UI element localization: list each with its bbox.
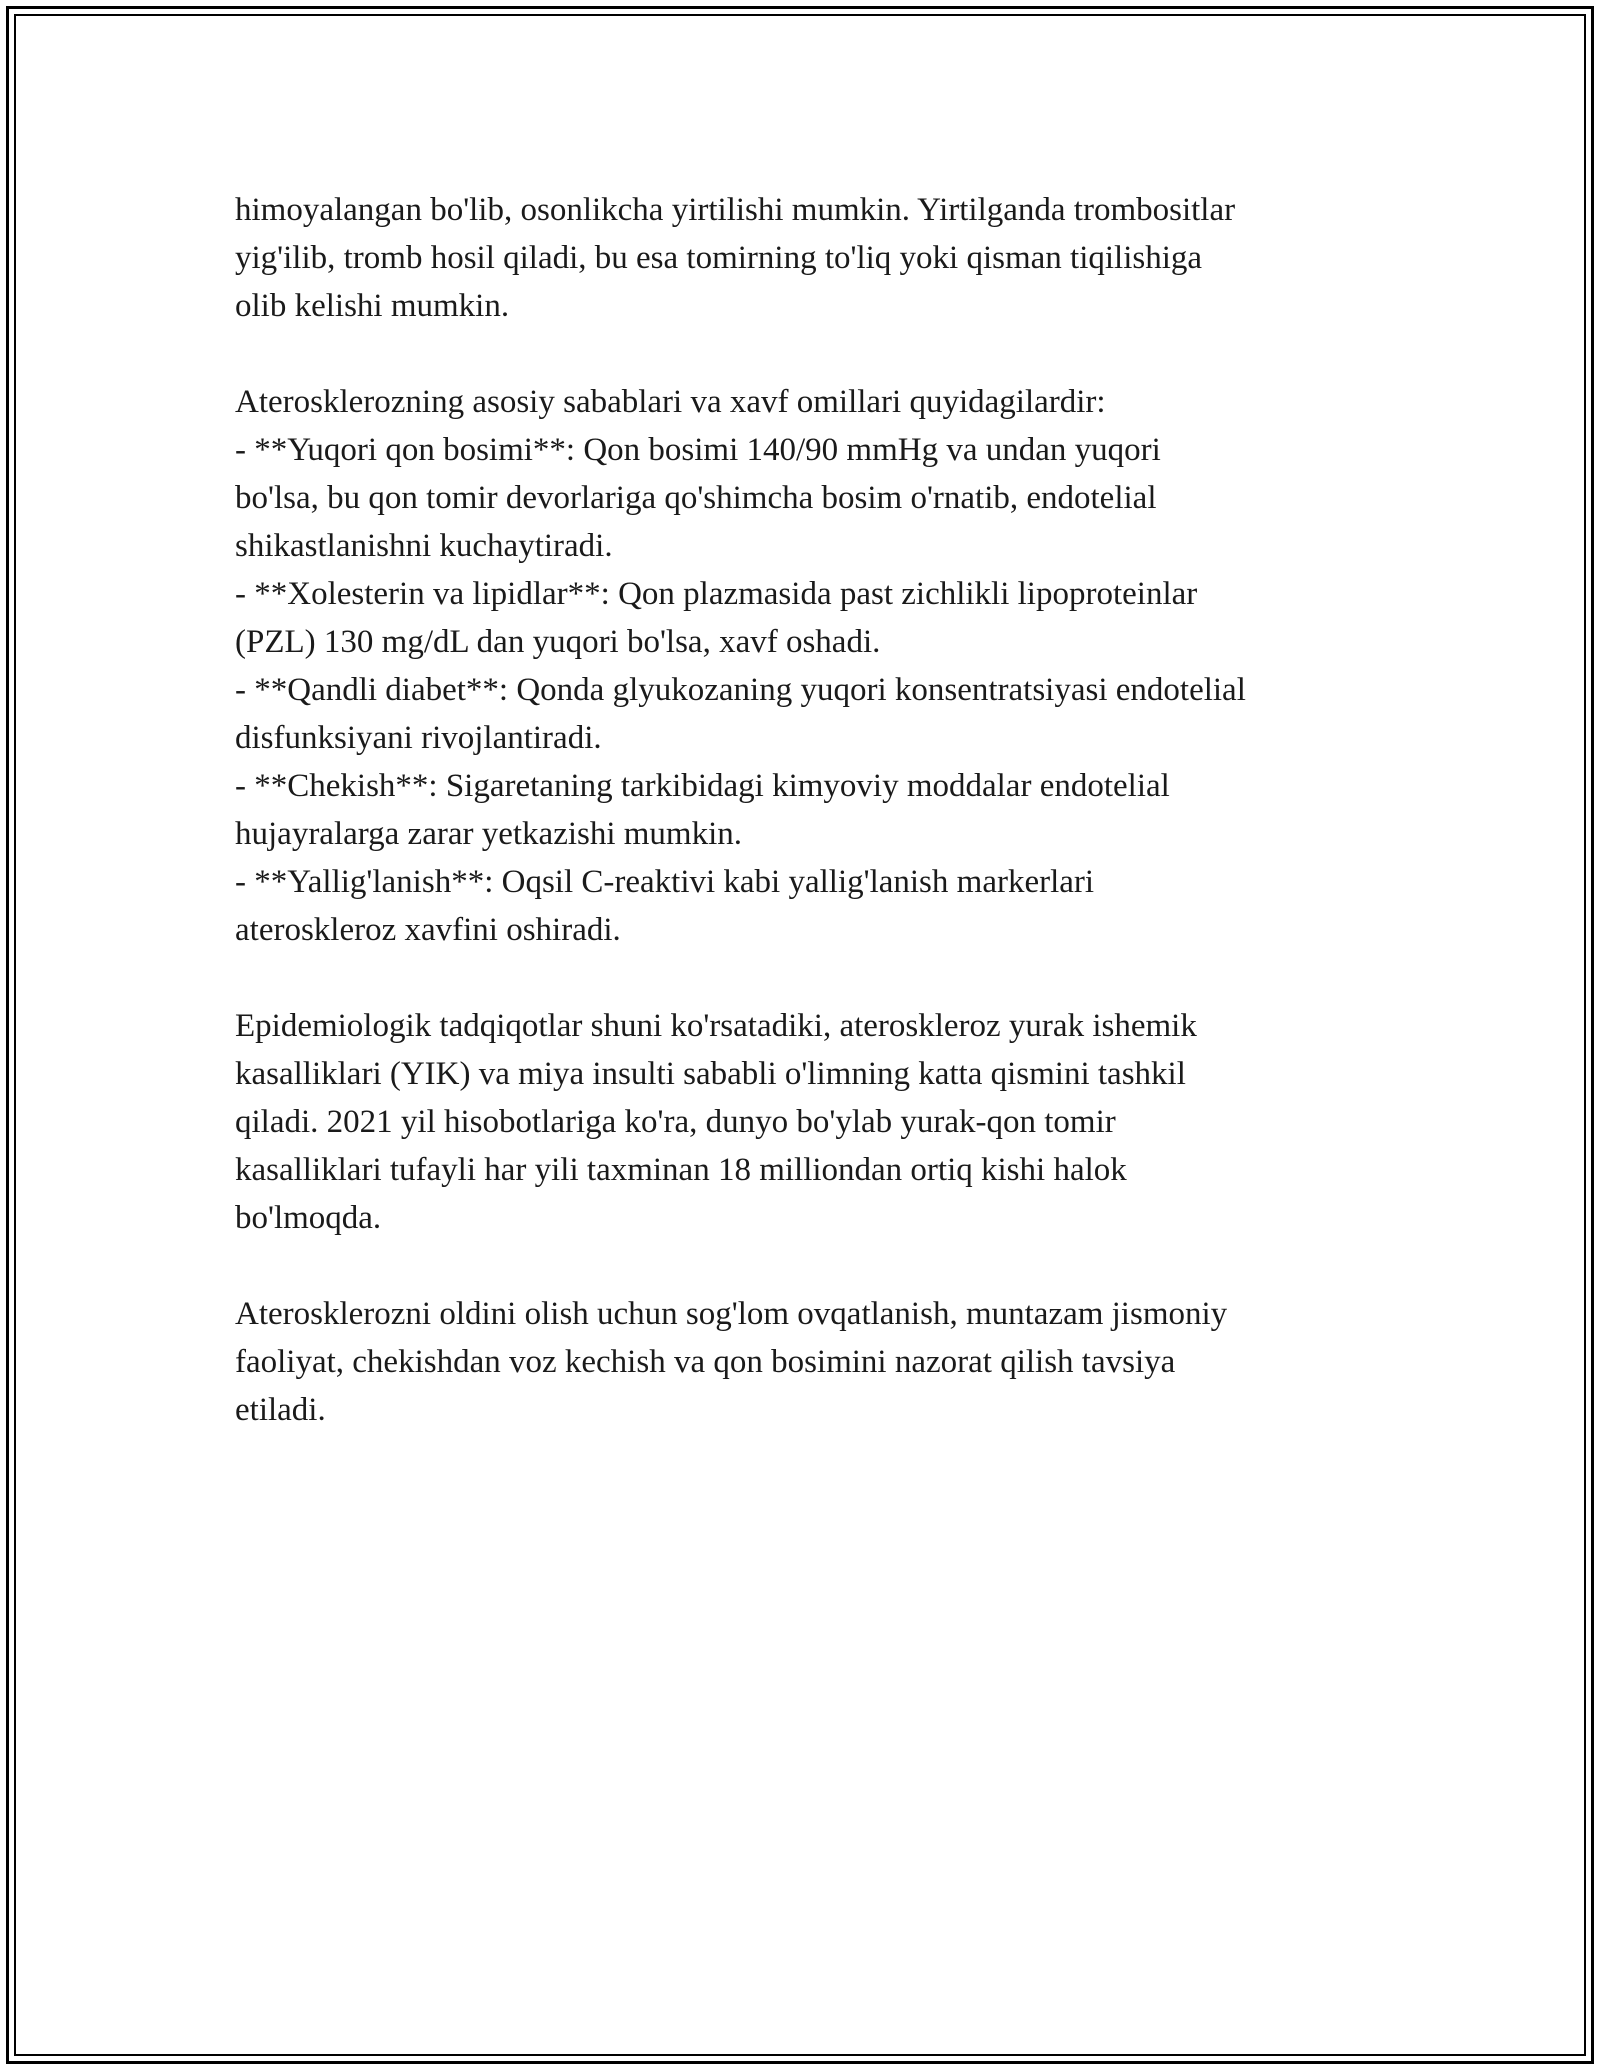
text-line: shikastlanishni kuchaytiradi. — [235, 528, 613, 564]
list-item-smoking: - **Chekish**: Sigaretaning tarkibidagi kimyoviy moddalar endotelial — [235, 768, 1170, 804]
text-line: hujayralarga zarar yetkazishi mumkin. — [235, 816, 743, 852]
text-line: ateroskleroz xavfini oshiradi. — [235, 912, 621, 948]
text-line: (PZL) 130 mg/dL dan yuqori bo'lsa, xavf oshadi. — [235, 624, 881, 660]
list-item-high-blood-pressure: - **Yuqori qon bosimi**: Qon bosimi 140/90 mmHg va undan yuqori — [235, 432, 1161, 468]
list-item-diabetes: - **Qandli diabet**: Qonda glyukozaning yuqori konsentratsiyasi endotelial — [235, 672, 1246, 708]
text-line: olib kelishi mumkin. — [235, 288, 510, 324]
text-line: etiladi. — [235, 1392, 326, 1428]
paragraph-plaque-rupture — [235, 186, 1395, 330]
text-line: Aterosklerozning asosiy sabablari va xavf omillari quyidagilardir: — [235, 384, 1106, 420]
paragraph-prevention — [235, 1290, 1395, 1434]
text-line: Aterosklerozni oldini olish uchun sog'lom ovqatlanish, muntazam jismoniy — [235, 1296, 1228, 1332]
paragraph-epidemiology — [235, 1002, 1395, 1242]
text-line: kasalliklari tufayli har yili taxminan 18 milliondan ortiq kishi halok — [235, 1152, 1127, 1188]
text-line: faoliyat, chekishdan voz kechish va qon bosimini nazorat qilish tavsiya — [235, 1344, 1176, 1380]
text-line: yig'ilib, tromb hosil qiladi, bu esa tomirning to'liq yoki qisman tiqilishiga — [235, 240, 1203, 276]
list-item-inflammation: - **Yallig'lanish**: Oqsil C-reaktivi kabi yallig'lanish markerlari — [235, 864, 1095, 900]
text-line: himoyalangan bo'lib, osonlikcha yirtilishi mumkin. Yirtilganda trombositlar — [235, 192, 1236, 228]
document-body — [235, 186, 1395, 1434]
text-line: kasalliklari (YIK) va miya insulti sababli o'limning katta qismini tashkil — [235, 1056, 1186, 1092]
list-item-cholesterol: - **Xolesterin va lipidlar**: Qon plazmasida past zichlikli lipoproteinlar — [235, 576, 1198, 612]
paragraph-risk-factors — [235, 378, 1395, 954]
text-line: bo'lmoqda. — [235, 1200, 382, 1236]
text-line: bo'lsa, bu qon tomir devorlariga qo'shimcha bosim o'rnatib, endotelial — [235, 480, 1157, 516]
text-line: disfunksiyani rivojlantiradi. — [235, 720, 602, 756]
text-line: Epidemiologik tadqiqotlar shuni ko'rsatadiki, ateroskleroz yurak ishemik — [235, 1008, 1197, 1044]
text-line: qiladi. 2021 yil hisobotlariga ko'ra, dunyo bo'ylab yurak-qon tomir — [235, 1104, 1116, 1140]
